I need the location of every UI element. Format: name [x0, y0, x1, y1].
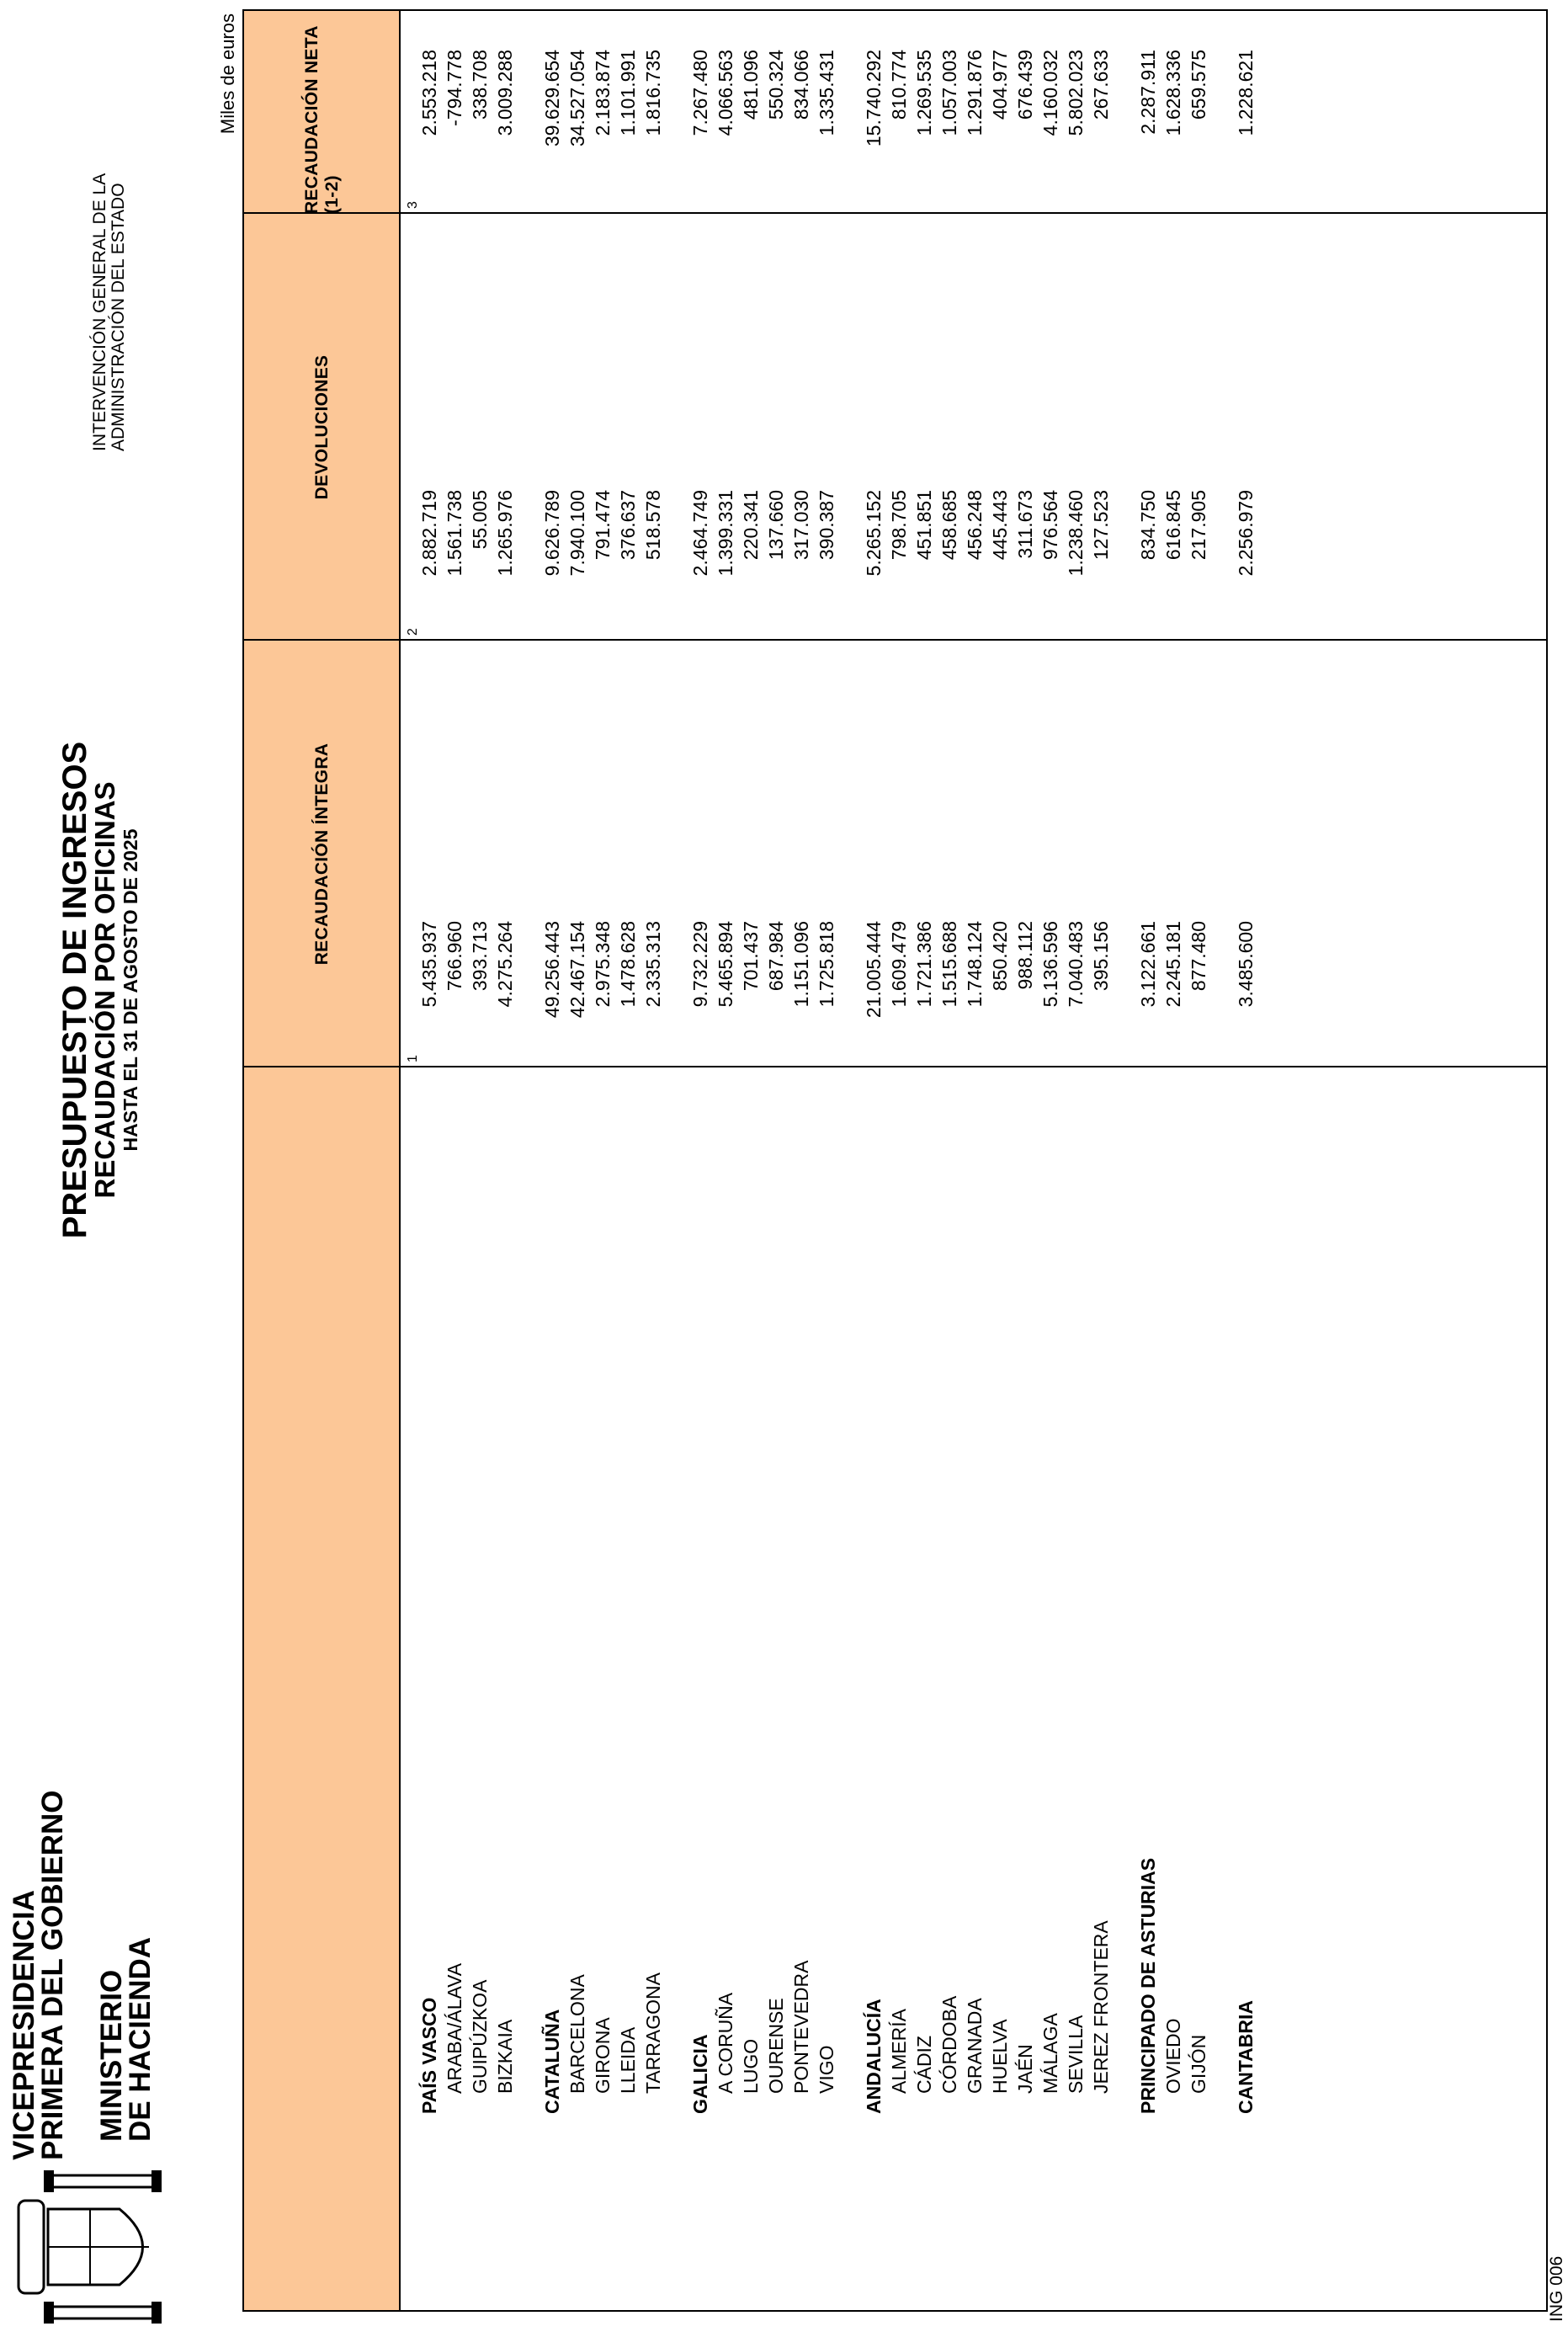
neta-cell: 338.708: [469, 50, 491, 120]
integra-cell: 988.112: [1014, 921, 1036, 990]
report-title-block: [56, 569, 141, 1411]
integra-cell: 1.515.688: [938, 921, 960, 1008]
integra-cell: 2.245.181: [1162, 921, 1184, 1008]
devoluciones-cell: 1.399.331: [715, 490, 736, 577]
devoluciones-cell: 390.387: [816, 490, 837, 561]
office-label: GIRONA: [592, 2017, 614, 2094]
table-row: [1013, 11, 1038, 2310]
neta-cell: 5.802.023: [1065, 50, 1087, 136]
integra-cell: 3.485.600: [1235, 921, 1257, 1008]
iga-line-1: INTERVENCIÓN GENERAL DE LA: [90, 173, 109, 451]
devoluciones-cell: 445.443: [989, 490, 1011, 561]
office-label: ARABA/ÁLAVA: [444, 1962, 465, 2094]
office-label: PONTEVEDRA: [790, 1960, 812, 2094]
neta-cell: -794.778: [444, 50, 465, 126]
devoluciones-cell: 9.626.789: [541, 490, 563, 577]
table-row: [417, 11, 442, 2310]
table-row: [1161, 11, 1186, 2310]
report-period: HASTA EL 31 DE AGOSTO DE 2025: [120, 828, 141, 1152]
column-header-neta: RECAUDACIÓN NETA (1-2): [302, 26, 342, 214]
table-row: [565, 11, 590, 2310]
table-row: [1063, 11, 1088, 2310]
row-spacer: [666, 11, 688, 2310]
integra-cell: 5.435.937: [418, 921, 440, 1008]
ministry-name: [95, 1936, 157, 2142]
neta-cell: 481.096: [740, 50, 762, 120]
org-line-2: PRIMERA DEL GOBIERNO: [36, 1790, 69, 2160]
office-label: TARRAGONA: [642, 1972, 664, 2094]
report-subtitle: RECAUDACIÓN POR OFICINAS: [89, 781, 120, 1199]
integra-cell: 42.467.154: [566, 921, 588, 1019]
community-label: ANDALUCÍA: [863, 1999, 885, 2114]
integra-cell: 4.275.264: [494, 921, 516, 1008]
devoluciones-cell: 7.940.100: [566, 490, 588, 577]
neta-cell: 3.009.288: [494, 50, 516, 136]
column-number-2: 2: [406, 628, 420, 636]
office-label: VIGO: [816, 2045, 837, 2094]
neta-cell: 1.628.336: [1162, 50, 1184, 136]
neta-cell: 4.066.563: [715, 50, 736, 136]
integra-cell: 49.256.443: [541, 921, 563, 1019]
office-label: GUIPÚZKOA: [469, 1979, 491, 2094]
table-row: [1233, 11, 1258, 2310]
devoluciones-cell: 55.005: [469, 490, 491, 550]
devoluciones-cell: 317.030: [790, 490, 812, 561]
table-row: [442, 11, 467, 2310]
table-row: [640, 11, 666, 2310]
table-row: [713, 11, 738, 2310]
integra-cell: 9.732.229: [689, 921, 711, 1008]
office-label: OVIEDO: [1162, 2018, 1184, 2094]
table-row: [814, 11, 839, 2310]
devoluciones-cell: 2.256.979: [1235, 490, 1257, 577]
office-label: ALMERÍA: [888, 2009, 910, 2094]
row-spacer: [1114, 11, 1135, 2310]
revenue-table: [242, 9, 1548, 2312]
devoluciones-cell: 798.705: [888, 490, 910, 561]
devoluciones-cell: 1.238.460: [1065, 490, 1087, 577]
table-row: [738, 11, 763, 2310]
devoluciones-cell: 2.882.719: [418, 490, 440, 577]
devoluciones-cell: 220.341: [740, 490, 762, 561]
integra-cell: 1.478.628: [617, 921, 639, 1008]
column-header-integra: RECAUDACIÓN ÍNTEGRA: [312, 743, 332, 966]
ministry-line-2: DE HACIENDA: [124, 1936, 157, 2142]
table-row: [987, 11, 1013, 2310]
table-row: [688, 11, 713, 2310]
row-spacer: [839, 11, 861, 2310]
org-line-1: VICEPRESIDENCIA: [8, 1890, 40, 2160]
office-label: GIJÓN: [1188, 2034, 1209, 2094]
neta-cell: 2.287.911: [1137, 50, 1159, 135]
table-row: [789, 11, 814, 2310]
table-row: [886, 11, 912, 2310]
integra-cell: 3.122.661: [1137, 921, 1159, 1008]
office-label: OURENSE: [765, 1998, 787, 2094]
integra-cell: 21.005.444: [863, 921, 885, 1019]
neta-cell: 550.324: [765, 50, 787, 120]
neta-cell: 7.267.480: [689, 50, 711, 136]
neta-cell: 39.629.654: [541, 50, 563, 147]
integra-cell: 701.437: [740, 921, 762, 992]
table-row: [1088, 11, 1114, 2310]
column-number-3: 3: [406, 201, 420, 209]
table-row: [1186, 11, 1211, 2310]
community-label: PAÍS VASCO: [418, 1997, 440, 2114]
devoluciones-cell: 1.265.976: [494, 490, 516, 577]
table-row: [1135, 11, 1161, 2310]
devoluciones-cell: 456.248: [964, 490, 986, 561]
integra-cell: 877.480: [1188, 921, 1209, 992]
office-label: CÓRDOBA: [938, 1995, 960, 2094]
devoluciones-cell: 376.637: [617, 490, 639, 561]
devoluciones-cell: 976.564: [1039, 490, 1061, 561]
integra-cell: 395.156: [1090, 921, 1112, 992]
neta-cell: 834.066: [790, 50, 812, 120]
office-label: LLEIDA: [617, 2026, 639, 2094]
row-spacer: [1211, 11, 1233, 2310]
office-label: HUELVA: [989, 2019, 1011, 2094]
table-row: [467, 11, 492, 2310]
table-row: [590, 11, 615, 2310]
integra-cell: 766.960: [444, 921, 465, 992]
devoluciones-cell: 451.851: [913, 490, 935, 561]
office-label: SEVILLA: [1065, 2015, 1087, 2094]
neta-cell: 1.228.621: [1235, 50, 1257, 136]
iga-line-2: ADMINISTRACIÓN DEL ESTADO: [109, 183, 128, 451]
column-number-1: 1: [406, 1055, 420, 1062]
neta-cell: 1.057.003: [938, 50, 960, 136]
units-label: Miles de euros: [217, 13, 238, 135]
table-row: [962, 11, 987, 2310]
devoluciones-cell: 2.464.749: [689, 490, 711, 577]
neta-cell: 1.816.735: [642, 50, 664, 136]
community-label: CATALUÑA: [541, 2009, 563, 2114]
office-label: JEREZ FRONTERA: [1090, 1920, 1112, 2094]
neta-cell: 404.977: [989, 50, 1011, 120]
neta-cell: 15.740.292: [863, 50, 885, 147]
integra-cell: 5.136.596: [1039, 921, 1061, 1008]
integra-cell: 1.725.818: [816, 921, 837, 1008]
devoluciones-cell: 458.685: [938, 490, 960, 561]
integra-cell: 1.721.386: [913, 921, 935, 1008]
table-body: [417, 11, 1258, 2310]
table-row: [539, 11, 565, 2310]
office-label: BARCELONA: [566, 1974, 588, 2094]
integra-cell: 393.713: [469, 921, 491, 992]
devoluciones-cell: 5.265.152: [863, 490, 885, 577]
table-row: [912, 11, 937, 2310]
office-label: CÁDIZ: [913, 2036, 935, 2094]
integra-cell: 1.748.124: [964, 921, 986, 1008]
devoluciones-cell: 518.578: [642, 490, 664, 561]
coat-of-arms-icon: [10, 2167, 178, 2327]
devoluciones-cell: 791.474: [592, 490, 614, 561]
devoluciones-cell: 137.660: [765, 490, 787, 561]
row-spacer: [518, 11, 539, 2310]
office-label: A CORUÑA: [715, 1992, 736, 2094]
integra-cell: 1.151.096: [790, 921, 812, 1008]
neta-cell: 2.183.874: [592, 50, 614, 136]
form-code: ING 006: [1547, 2255, 1566, 2322]
office-label: MÁLAGA: [1039, 2013, 1061, 2094]
office-label: JAÉN: [1014, 2044, 1036, 2094]
office-label: GRANADA: [964, 1998, 986, 2094]
neta-cell: 1.291.876: [964, 50, 986, 136]
integra-cell: 7.040.483: [1065, 921, 1087, 1008]
neta-cell: 267.633: [1090, 50, 1112, 120]
table-row: [615, 11, 640, 2310]
iga-name: [91, 173, 128, 451]
devoluciones-cell: 834.750: [1137, 490, 1159, 561]
neta-cell: 676.439: [1014, 50, 1036, 120]
table-row: [1038, 11, 1063, 2310]
devoluciones-cell: 616.845: [1162, 490, 1184, 561]
table-row: [492, 11, 518, 2310]
integra-cell: 1.609.479: [888, 921, 910, 1008]
column-header-devoluciones: DEVOLUCIONES: [312, 354, 332, 500]
neta-cell: 34.527.054: [566, 50, 588, 147]
community-label: CANTABRIA: [1235, 1999, 1257, 2114]
devoluciones-cell: 217.905: [1188, 490, 1209, 561]
ministry-line-1: MINISTERIO: [95, 1969, 128, 2142]
integra-cell: 2.975.348: [592, 921, 614, 1008]
office-label: LUGO: [740, 2038, 762, 2094]
integra-cell: 5.465.894: [715, 921, 736, 1008]
org-name: [10, 1791, 67, 2160]
table-row: [763, 11, 789, 2310]
devoluciones-cell: 127.523: [1090, 490, 1112, 561]
integra-cell: 850.420: [989, 921, 1011, 992]
integra-cell: 2.335.313: [642, 921, 664, 1008]
neta-cell: 659.575: [1188, 50, 1209, 120]
neta-cell: 4.160.032: [1039, 50, 1061, 136]
report-title: PRESUPUESTO DE INGRESOS: [56, 741, 93, 1239]
neta-cell: 1.269.535: [913, 50, 935, 136]
table-row: [937, 11, 962, 2310]
neta-cell: 2.553.218: [418, 50, 440, 136]
neta-cell: 810.774: [888, 50, 910, 120]
devoluciones-cell: 311.673: [1014, 490, 1036, 559]
neta-cell: 1.101.991: [617, 50, 639, 136]
devoluciones-cell: 1.561.738: [444, 490, 465, 577]
integra-cell: 687.984: [765, 921, 787, 992]
community-label: GALICIA: [689, 2034, 711, 2114]
community-label: PRINCIPADO DE ASTURIAS: [1137, 1857, 1159, 2114]
table-row: [861, 11, 886, 2310]
neta-cell: 1.335.431: [816, 50, 837, 136]
office-label: BIZKAIA: [494, 2019, 516, 2094]
